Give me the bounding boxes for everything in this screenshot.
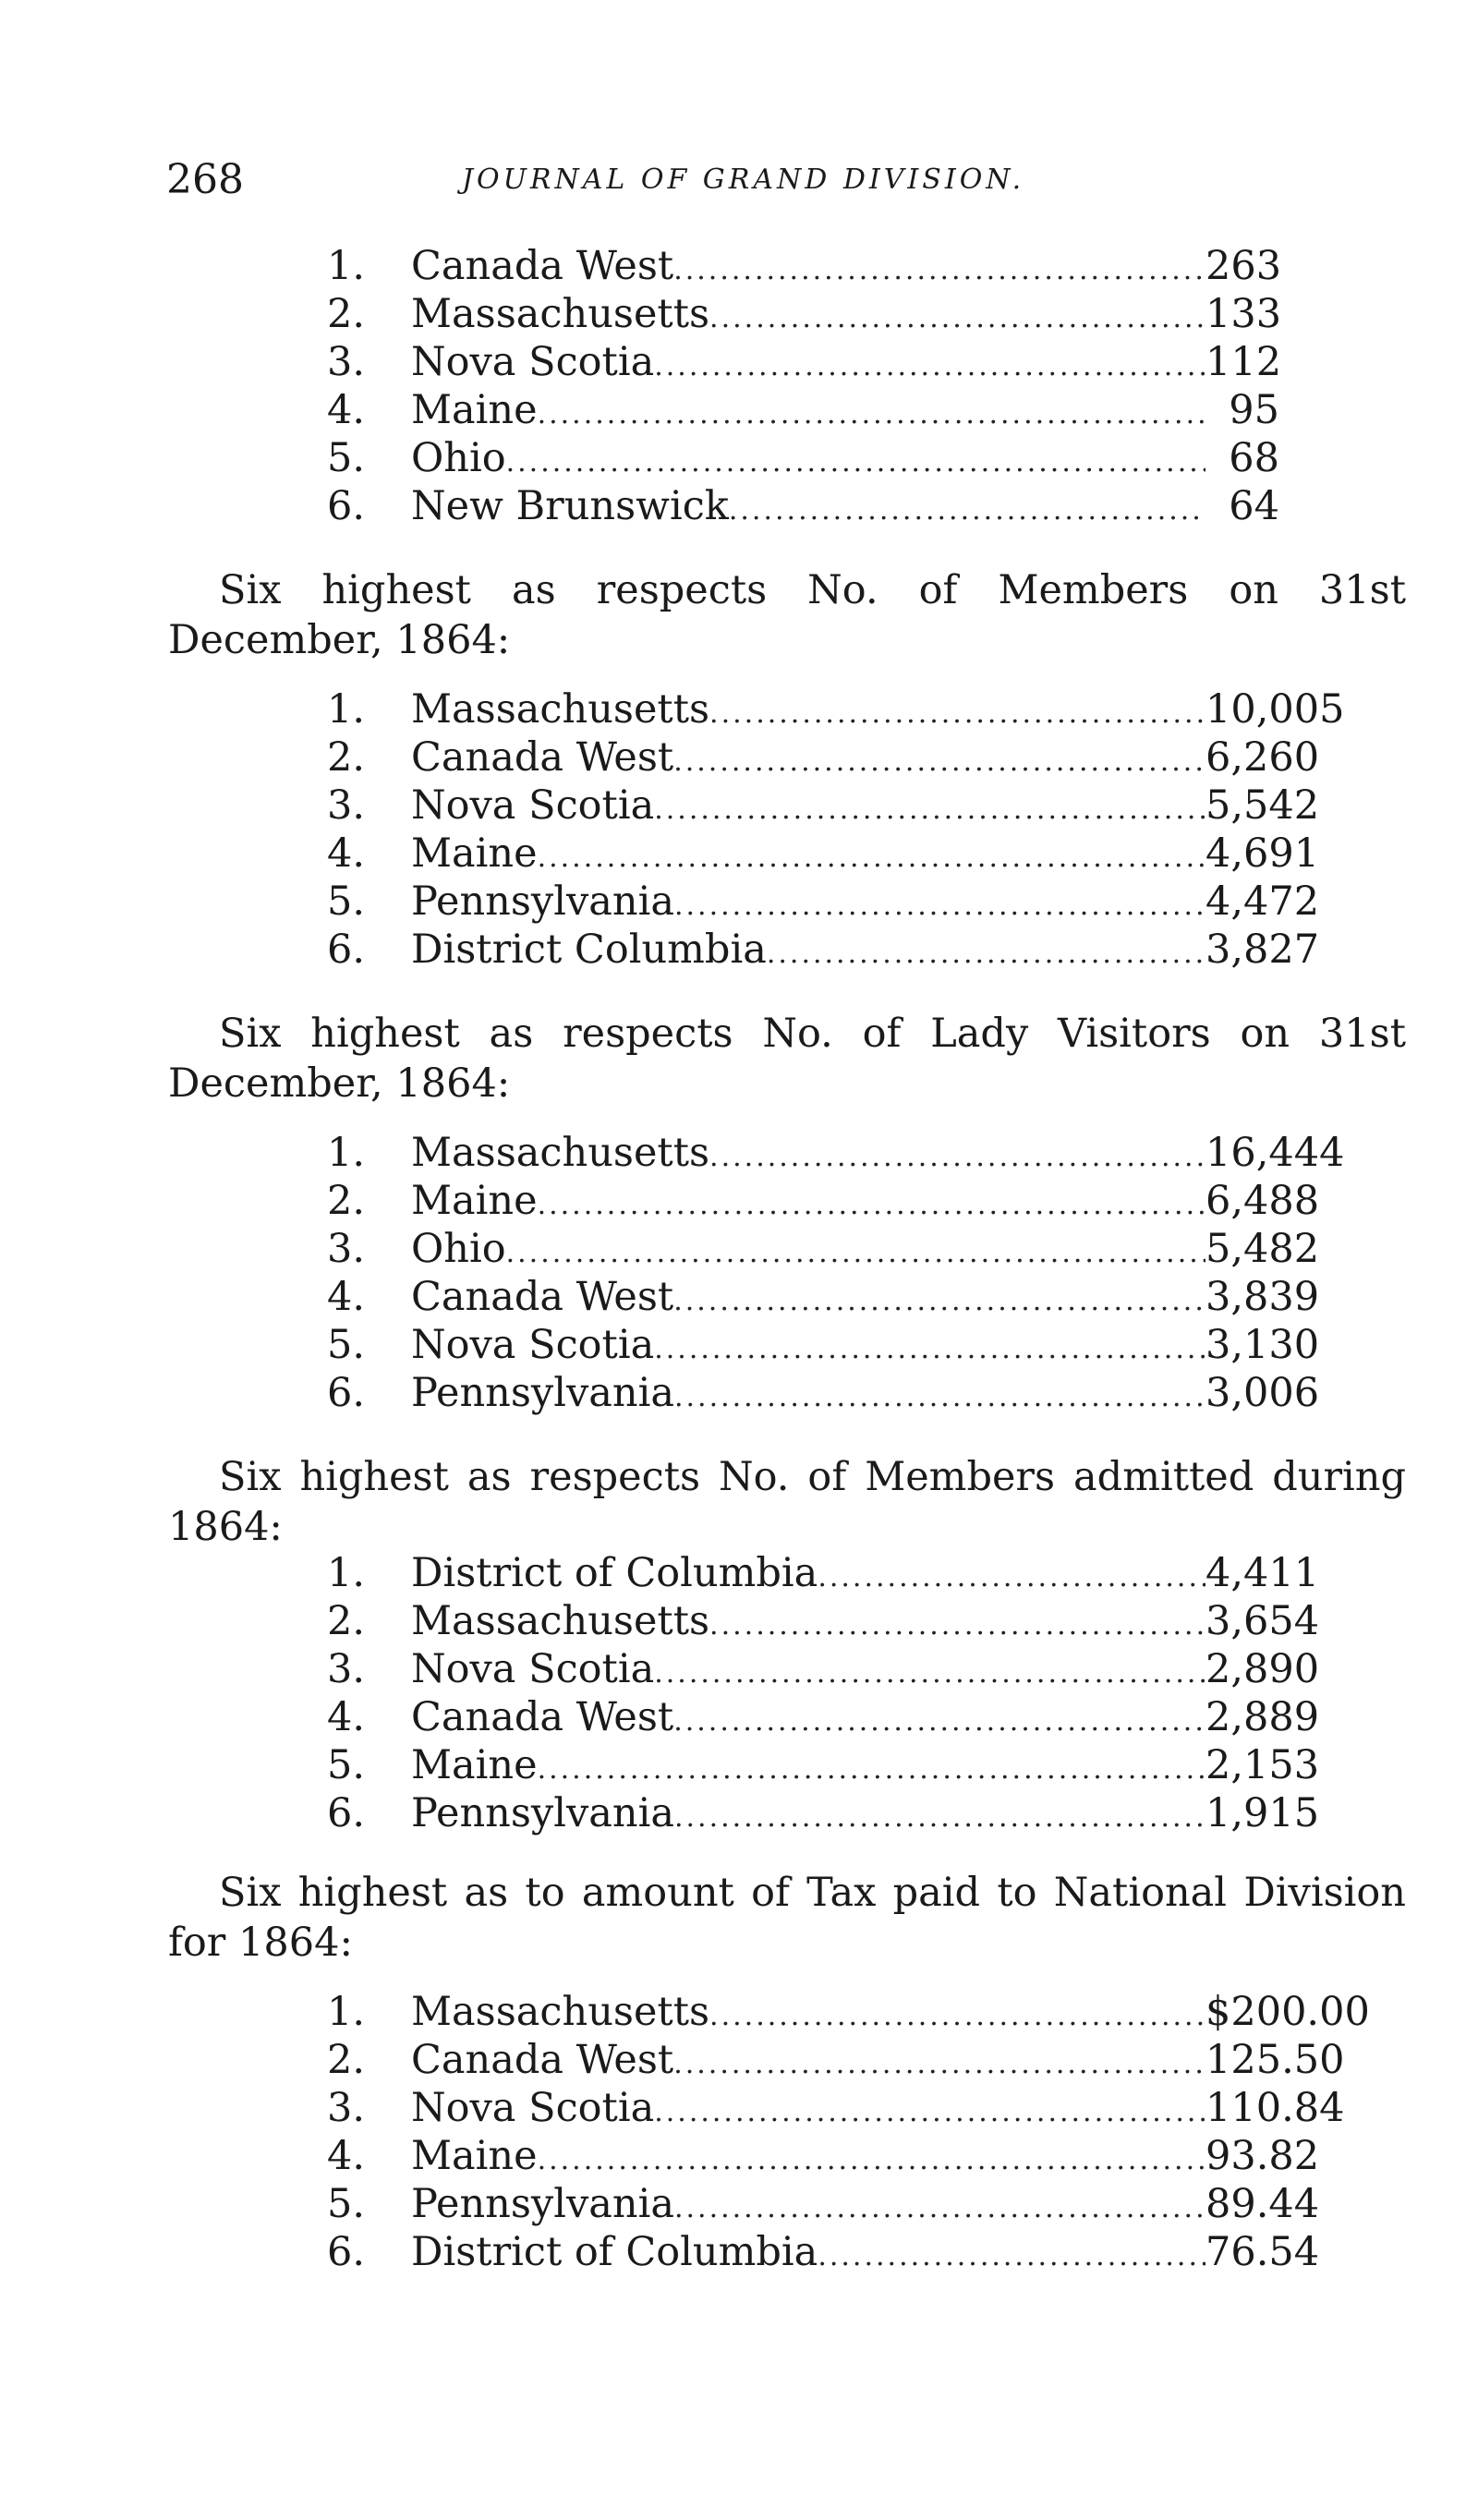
row-value: 3,130: [1205, 1322, 1320, 1368]
row-value: 3,839: [1205, 1274, 1320, 1320]
row-value: 3,006: [1205, 1370, 1320, 1416]
dot-leader: [673, 733, 1205, 786]
rank-number: 4.: [326, 1694, 365, 1740]
dot-leader: [673, 2036, 1205, 2089]
rank-number: 2.: [326, 2037, 365, 2083]
dot-leader: [709, 685, 1205, 738]
dot-leader: [674, 2180, 1205, 2233]
ranking-list: [300, 1129, 1345, 1417]
page-header: [166, 152, 1275, 208]
list-item: [300, 1273, 1320, 1321]
row-value: 4,472: [1205, 878, 1320, 925]
list-item: [300, 1645, 1320, 1693]
dot-leader: [654, 338, 1205, 391]
division-name: Massachusetts: [411, 1989, 710, 2035]
dot-leader: [654, 1645, 1205, 1698]
list-item: [300, 1693, 1320, 1741]
division-name: Ohio: [411, 1226, 506, 1272]
dot-leader: [538, 1741, 1205, 1794]
rank-number: 3.: [326, 1226, 365, 1272]
row-value: 4,411: [1205, 1550, 1320, 1596]
row-value: 95: [1229, 387, 1279, 433]
list-item: [300, 878, 1320, 926]
row-value: 5,542: [1205, 782, 1320, 829]
row-value: 2,889: [1205, 1694, 1320, 1740]
dot-leader: [818, 2228, 1205, 2281]
list-item: [300, 1321, 1320, 1369]
dot-leader: [709, 1129, 1205, 1181]
dot-leader: [674, 1369, 1205, 1422]
dot-leader: [673, 1693, 1205, 1746]
dot-leader: [709, 1597, 1205, 1650]
rank-number: 6.: [326, 927, 365, 973]
list-item: [300, 1549, 1320, 1597]
rank-number: 3.: [326, 1646, 365, 1692]
dot-leader: [673, 242, 1205, 295]
division-name: District Columbia: [411, 927, 767, 973]
division-name: Maine: [411, 2133, 538, 2179]
division-name: Nova Scotia: [411, 782, 655, 829]
section-intro: Six highest as respects No. of Members admitted during 1864:: [168, 1454, 1406, 1550]
dot-leader: [709, 290, 1205, 343]
list-item: [300, 926, 1320, 974]
section-intro: Six highest as respects No. of Members on 31st December, 1864:: [168, 567, 1406, 663]
division-name: Nova Scotia: [411, 1646, 655, 1692]
rank-number: 2.: [326, 1598, 365, 1644]
row-value: 6,260: [1205, 734, 1320, 781]
row-value: 93.82: [1205, 2133, 1320, 2179]
row-value: 263: [1205, 243, 1282, 289]
list-item: [300, 2084, 1345, 2132]
list-item: [300, 1129, 1345, 1177]
rank-number: 1.: [326, 1989, 365, 2035]
list-item: [300, 338, 1282, 386]
section-intro: Six highest as respects No. of Lady Visitors on 31st December, 1864:: [168, 1011, 1406, 1107]
row-value: 16,444: [1205, 1130, 1345, 1176]
row-value: $200.00: [1205, 1989, 1370, 2035]
dot-leader: [674, 878, 1205, 930]
list-item: [300, 733, 1320, 781]
list-item: [300, 386, 1279, 434]
dot-leader: [506, 434, 1205, 487]
list-item: [300, 2132, 1320, 2180]
rank-number: 6.: [326, 2229, 365, 2275]
row-value: 5,482: [1205, 1226, 1320, 1272]
rank-number: 6.: [326, 483, 365, 529]
rank-number: 6.: [326, 1790, 365, 1836]
row-value: 89.44: [1205, 2181, 1320, 2227]
dot-leader: [729, 482, 1205, 535]
division-name: Massachusetts: [411, 1598, 710, 1644]
rank-number: 2.: [326, 1178, 365, 1224]
division-name: Pennsylvania: [411, 2181, 674, 2227]
list-item: [300, 2228, 1320, 2276]
list-item: [300, 242, 1282, 290]
row-value: 110.84: [1205, 2085, 1345, 2131]
division-name: Maine: [411, 387, 538, 433]
list-item: [300, 1177, 1320, 1225]
page-number: 268: [166, 156, 244, 203]
row-value: 4,691: [1205, 830, 1320, 877]
rank-number: 4.: [326, 830, 365, 877]
dot-leader: [818, 1549, 1205, 1602]
rank-number: 5.: [326, 2181, 365, 2227]
division-name: Canada West: [411, 243, 674, 289]
list-item: [300, 830, 1320, 878]
division-name: Canada West: [411, 1274, 674, 1320]
rank-number: 5.: [326, 1742, 365, 1788]
dot-leader: [767, 926, 1205, 978]
list-item: [300, 685, 1345, 733]
dot-leader: [506, 1225, 1205, 1278]
dot-leader: [654, 781, 1205, 834]
list-item: [300, 434, 1279, 482]
list-item: [300, 1741, 1320, 1789]
row-value: 1,915: [1205, 1790, 1320, 1836]
row-value: 10,005: [1205, 686, 1345, 733]
dot-leader: [709, 1988, 1205, 2041]
list-item: [300, 2036, 1345, 2084]
row-value: 3,654: [1205, 1598, 1320, 1644]
ranking-list: [300, 1549, 1320, 1837]
division-name: Pennsylvania: [411, 1790, 674, 1836]
division-name: Canada West: [411, 734, 674, 781]
rank-number: 3.: [326, 782, 365, 829]
division-name: Pennsylvania: [411, 1370, 674, 1416]
running-title: JOURNAL OF GRAND DIVISION.: [462, 164, 1025, 196]
list-item: [300, 2180, 1320, 2228]
rank-number: 4.: [326, 387, 365, 433]
dot-leader: [654, 1321, 1205, 1374]
rank-number: 3.: [326, 339, 365, 385]
row-value: 68: [1229, 435, 1279, 481]
row-value: 2,890: [1205, 1646, 1320, 1692]
rank-number: 1.: [326, 1130, 365, 1176]
rank-number: 4.: [326, 2133, 365, 2179]
division-name: Massachusetts: [411, 291, 710, 337]
dot-leader: [538, 386, 1205, 439]
division-name: District of Columbia: [411, 1550, 818, 1596]
division-name: Maine: [411, 1742, 538, 1788]
list-item: [300, 1369, 1320, 1417]
rank-number: 6.: [326, 1370, 365, 1416]
rank-number: 3.: [326, 2085, 365, 2131]
list-item: [300, 1225, 1320, 1273]
dot-leader: [654, 2084, 1205, 2137]
dot-leader: [538, 830, 1205, 882]
row-value: 6,488: [1205, 1178, 1320, 1224]
dot-leader: [673, 1273, 1205, 1326]
rank-number: 2.: [326, 291, 365, 337]
dot-leader: [674, 1789, 1205, 1842]
rank-number: 1.: [326, 1550, 365, 1596]
row-value: 76.54: [1205, 2229, 1320, 2275]
rank-number: 5.: [326, 1322, 365, 1368]
division-name: New Brunswick: [411, 483, 729, 529]
rank-number: 5.: [326, 878, 365, 925]
rank-number: 1.: [326, 686, 365, 733]
row-value: 2,153: [1205, 1742, 1320, 1788]
rank-number: 2.: [326, 734, 365, 781]
list-item: [300, 781, 1320, 830]
division-name: Nova Scotia: [411, 2085, 655, 2131]
division-name: Canada West: [411, 2037, 674, 2083]
division-name: Nova Scotia: [411, 339, 655, 385]
ranking-list: [300, 1988, 1370, 2276]
rank-number: 4.: [326, 1274, 365, 1320]
row-value: 3,827: [1205, 927, 1320, 973]
division-name: Maine: [411, 830, 538, 877]
section-intro: Six highest as to amount of Tax paid to National Division for 1864:: [168, 1870, 1406, 1966]
rank-number: 1.: [326, 243, 365, 289]
rank-number: 5.: [326, 435, 365, 481]
row-value: 112: [1205, 339, 1282, 385]
list-item: [300, 482, 1279, 530]
division-name: Nova Scotia: [411, 1322, 655, 1368]
list-item: [300, 290, 1282, 338]
division-name: Ohio: [411, 435, 506, 481]
row-value: 64: [1229, 483, 1279, 529]
division-name: Pennsylvania: [411, 878, 674, 925]
list-item: [300, 1988, 1370, 2036]
row-value: 133: [1205, 291, 1282, 337]
row-value: 125.50: [1205, 2037, 1345, 2083]
division-name: Maine: [411, 1178, 538, 1224]
list-item: [300, 1597, 1320, 1645]
list-item: [300, 1789, 1320, 1837]
division-name: Canada West: [411, 1694, 674, 1740]
division-name: Massachusetts: [411, 686, 710, 733]
ranking-list: [300, 685, 1345, 974]
dot-leader: [538, 2132, 1205, 2185]
division-name: District of Columbia: [411, 2229, 818, 2275]
dot-leader: [538, 1177, 1205, 1230]
ranking-list: [300, 242, 1282, 530]
division-name: Massachusetts: [411, 1130, 710, 1176]
